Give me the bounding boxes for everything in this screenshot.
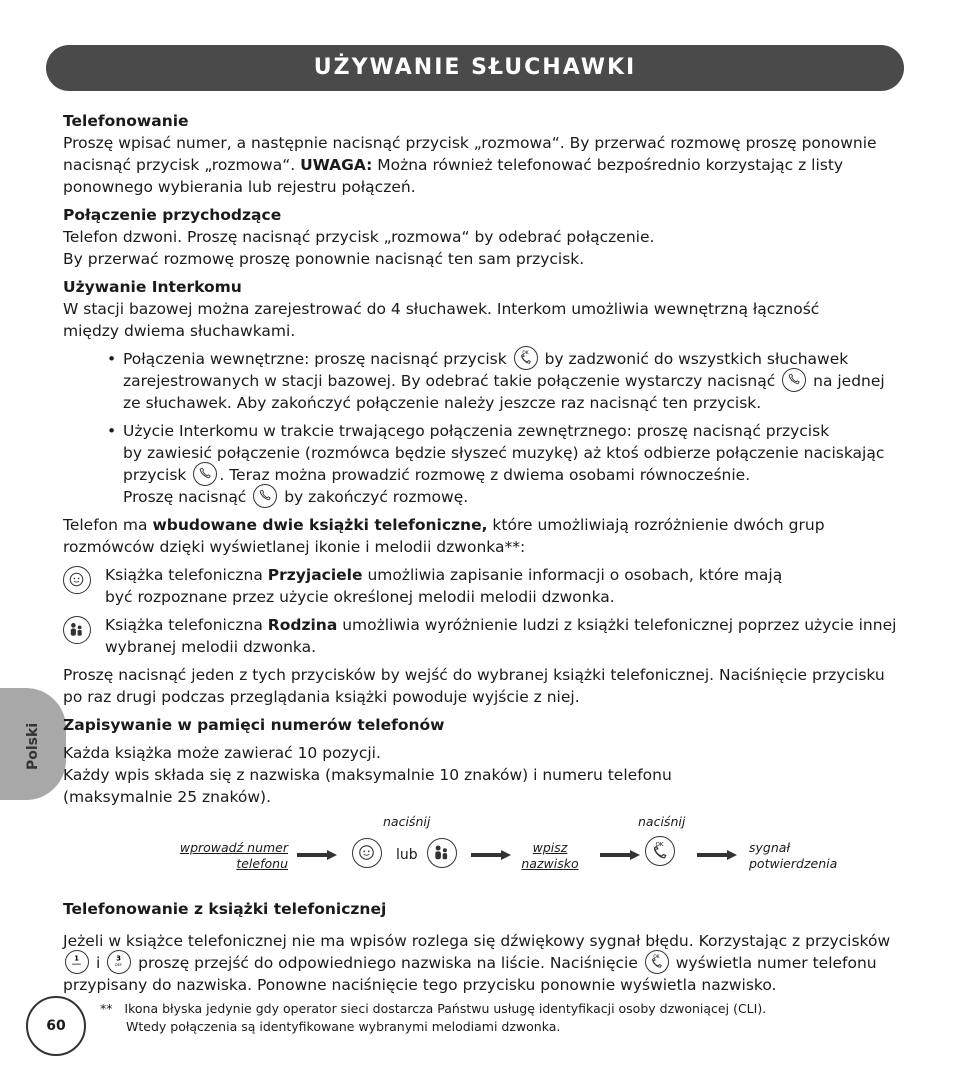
text: po raz drugi podczas przeglądania książki powoduje wyjście z niej. [63, 688, 580, 706]
text: umożliwia zapisanie informacji o osobach, które mają [367, 566, 783, 584]
call-key-icon [782, 368, 806, 392]
flow-press-label: naciśnij [383, 814, 431, 829]
heading-incoming: Połączenie przychodzące [63, 206, 282, 224]
text: Każdy wpis składa się z nazwiska (maksymalnie 10 znaków) i numeru telefonu [63, 766, 672, 784]
page-number [26, 996, 86, 1056]
heading-save-numbers: Zapisywanie w pamięci numerów telefonów [63, 716, 445, 734]
phonebook-family [63, 614, 921, 658]
text: Wtedy połączenia są identyfikowane wybranymi melodiami dzwonka. [126, 1019, 561, 1034]
text: na jednej [813, 372, 885, 390]
flow-arrow [471, 850, 511, 860]
heading-intercom: Używanie Interkomu [63, 278, 242, 296]
friends-phonebook-icon [63, 566, 91, 594]
text: proszę przejść do odpowiedniego nazwiska na liście. Naciśnięcie [138, 954, 638, 972]
text: Jeżeli w książce telefonicznej nie ma wpisów rozlega się dźwiękowy sygnał błędu. Korzystając z przycisków [63, 932, 891, 950]
text: ze słuchawek. Aby zakończyć połączenie należy jeszcze raz nacisnąć ten przycisk. [123, 394, 762, 412]
text: by zawiesić połączenie (rozmówca będzie słyszeć muzykę) aż ktoś odbierze połączenie naciskając [123, 444, 885, 462]
emphasis: Przyjaciele [267, 566, 363, 584]
text: Proszę wpisać numer, a następnie nacisnąć przycisk „rozmowa“. By przerwać rozmowę proszę ponownie [63, 134, 877, 152]
warning-label: UWAGA: [300, 156, 373, 174]
paragraph [63, 298, 921, 342]
friends-phonebook-icon [352, 838, 382, 868]
text: Ikona błyska jedynie gdy operator sieci dostarcza Państwu usługę identyfikacji osoby dzwoniącej (CLI). [124, 1001, 767, 1016]
text: wpisz [532, 840, 568, 855]
key-3-icon [107, 950, 131, 974]
paragraph [63, 514, 921, 558]
text: ponownego wybierania lub rejestru połączeń. [63, 178, 416, 196]
ok-call-key-icon [645, 836, 675, 866]
text: umożliwia wyróżnienie ludzi z książki telefonicznej poprzez użycie innej [342, 616, 897, 634]
text: Proszę nacisnąć [123, 488, 247, 506]
text: być rozpoznane przez użycie określonej melodii melodii dzwonka. [105, 588, 615, 606]
emphasis: Rodzina [267, 616, 338, 634]
text: wyświetla numer telefonu [675, 954, 877, 972]
page-content [63, 110, 921, 996]
key-3-digit: 3 [116, 954, 122, 963]
bullet-item [63, 420, 921, 508]
key-3-letters: DEF [115, 962, 123, 967]
key-1-icon [65, 950, 89, 974]
ok-key-text: OK [655, 842, 664, 848]
paragraph [63, 664, 921, 708]
flow-arrow [297, 850, 337, 860]
ok-key-text: OK [521, 350, 529, 356]
flow-confirmation-signal [749, 840, 837, 872]
text: nazwisko [521, 856, 579, 871]
emphasis: wbudowane dwie książki telefoniczne, [152, 516, 488, 534]
phonebook-friends [63, 564, 921, 608]
text: przycisk [123, 466, 187, 484]
page-number-text: 60 [46, 1018, 66, 1034]
call-key-icon [193, 462, 217, 486]
paragraph [63, 132, 921, 198]
text: Telefon ma [63, 516, 148, 534]
text: Książka telefoniczna [105, 566, 263, 584]
text: Użycie Interkomu w trakcie trwającego połączenia zewnętrznego: proszę nacisnąć przycisk [123, 422, 830, 440]
section-banner [46, 45, 904, 91]
footnote-mark: ** [100, 1001, 113, 1016]
banner-title: UŻYWANIE SŁUCHAWKI [313, 55, 637, 80]
text: telefonu [236, 856, 288, 871]
text: rozmówców dzięki wyświetlanej ikonie i melodii dzwonka**: [63, 538, 526, 556]
text: Połączenia wewnętrzne: proszę nacisnąć przycisk [123, 350, 507, 368]
text: przypisany do nazwiska. Ponowne naciśnięcie tego przycisku ponownie wyświetla nazwisko. [63, 976, 777, 994]
text: nacisnąć przycisk „rozmowa“. [63, 156, 296, 174]
text: potwierdzenia [749, 856, 838, 871]
save-flow-diagram [63, 814, 921, 888]
heading-call-from-phonebook: Telefonowanie z książki telefonicznej [63, 900, 387, 918]
text: by zadzwonić do wszystkich słuchawek [544, 350, 849, 368]
text: wybranej melodii dzwonka. [105, 638, 317, 656]
flow-arrow [697, 850, 737, 860]
flow-enter-number [168, 840, 288, 872]
text: Telefon dzwoni. Proszę nacisnąć przycisk „rozmowa“ by odebrać połączenie. [63, 228, 655, 246]
family-phonebook-icon [427, 838, 457, 868]
text: które umożliwiają rozróżnienie dwóch grup [492, 516, 825, 534]
text: zarejestrowanych w stacji bazowej. By odebrać takie połączenie wystarczy nacisnąć [123, 372, 776, 390]
text: W stacji bazowej można zarejestrować do 4 słuchawek. Interkom umożliwia wewnętrzną łączność [63, 300, 820, 318]
paragraph [63, 742, 921, 808]
text: by zakończyć rozmowę. [284, 488, 469, 506]
text: między dwiema słuchawkami. [63, 322, 296, 340]
call-key-icon [253, 484, 277, 508]
flow-enter-name [515, 840, 585, 872]
text: Proszę nacisnąć jeden z tych przycisków by wejść do wybranej książki telefonicznej. Naciśnięcie przycisku [63, 666, 885, 684]
text: Książka telefoniczna [105, 616, 263, 634]
text: i [95, 954, 101, 972]
paragraph [63, 226, 921, 270]
language-tab [0, 688, 66, 800]
flow-or: lub [396, 847, 418, 863]
text: Można również telefonować bezpośrednio korzystając z listy [377, 156, 844, 174]
bullet-dot: • [107, 350, 117, 368]
heading-telefonowanie: Telefonowanie [63, 112, 189, 130]
ok-call-key-icon [514, 346, 538, 370]
text: wprowadź numer [179, 840, 288, 855]
text: (maksymalnie 25 znaków). [63, 788, 272, 806]
text: . Teraz można prowadzić rozmowę z dwiema osobami równocześnie. [219, 466, 751, 484]
family-phonebook-icon [63, 616, 91, 644]
text: By przerwać rozmowę proszę ponownie nacisnąć ten sam przycisk. [63, 250, 585, 268]
bullet-item [63, 348, 921, 414]
flow-press-label: naciśnij [638, 814, 686, 829]
ok-call-key-icon [645, 950, 669, 974]
text: sygnał [749, 840, 791, 855]
bullet-dot: • [107, 422, 117, 440]
text: Każda książka może zawierać 10 pozycji. [63, 744, 381, 762]
footnote [100, 1000, 766, 1036]
flow-arrow [600, 850, 640, 860]
paragraph [63, 930, 921, 996]
ok-key-text: OK [653, 954, 660, 960]
language-label: Polski [25, 722, 41, 770]
key-1-digit: 1 [74, 954, 79, 963]
